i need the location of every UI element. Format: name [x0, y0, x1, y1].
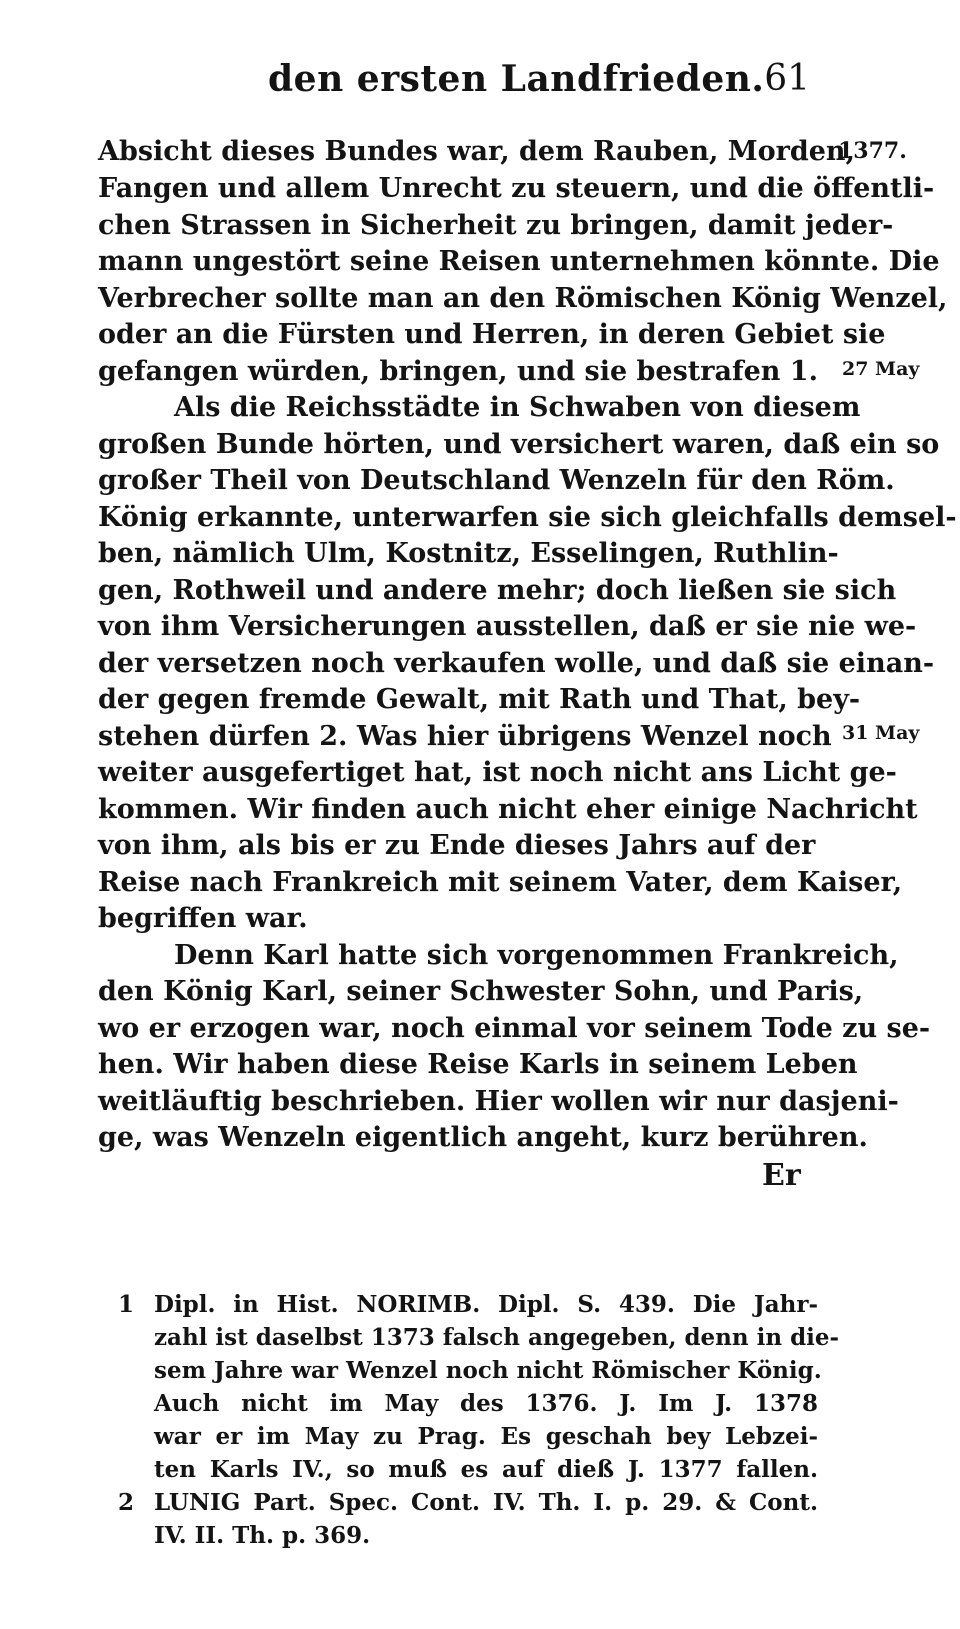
footnote-line: sem Jahre war Wenzel noch nicht Römischer König. — [154, 1357, 822, 1384]
body-line: den König Karl, seiner Schwester Sohn, und Paris, — [98, 976, 864, 1007]
body-line: Denn Karl hatte sich vorgenommen Frankreich, — [174, 940, 899, 971]
body-line: hen. Wir haben diese Reise Karls in seinem Leben — [98, 1049, 858, 1080]
footnote-line: zahl ist daselbst 1373 falsch angegeben, denn in die- — [154, 1324, 840, 1351]
footnote-line: Dipl. in Hist. NORIMB. Dipl. S. 439. Die Jahr- — [154, 1291, 818, 1318]
body-line: begriffen war. — [98, 903, 308, 934]
body-line: kommen. Wir finden auch nicht eher einige Nachricht — [98, 794, 918, 825]
body-line: Fangen und allem Unrecht zu steuern, und die öffentli- — [98, 173, 935, 204]
body-line: gen, Rothweil und andere mehr; doch ließen sie sich — [98, 575, 897, 606]
body-line: Absicht dieses Bundes war, dem Rauben, Morden, — [98, 136, 855, 167]
page-number: 61 — [764, 58, 810, 99]
footnote-line: IV. II. Th. p. 369. — [154, 1522, 371, 1549]
footnote-line: war er im May zu Prag. Es geschah bey Lebzei- — [154, 1423, 818, 1450]
body-line: ben, nämlich Ulm, Kostnitz, Esselingen, Ruthlin- — [98, 538, 839, 569]
running-title: den ersten Landfrieden. — [268, 58, 765, 100]
body-line: chen Strassen in Sicherheit zu bringen, damit jeder- — [98, 210, 894, 241]
body-line: gefangen würden, bringen, und sie bestrafen 1. — [98, 356, 818, 387]
body-line: wo er erzogen war, noch einmal vor seinem Tode zu se- — [98, 1013, 931, 1044]
catchword: Er — [762, 1158, 801, 1193]
body-line: Verbrecher sollte man an den Römischen König Wenzel, — [98, 283, 948, 314]
body-line: der gegen fremde Gewalt, mit Rath und That, bey- — [98, 684, 861, 715]
body-line: großer Theil von Deutschland Wenzeln für den Röm. — [98, 465, 895, 496]
body-line: weiter ausgefertiget hat, ist noch nicht ans Licht ge- — [98, 757, 897, 788]
footnote-number: 1 — [118, 1291, 135, 1318]
margin-note-year: 1377. — [838, 138, 907, 164]
body-line: Reise nach Frankreich mit seinem Vater, dem Kaiser, — [98, 867, 903, 898]
margin-note-date: 31 May — [842, 722, 920, 744]
running-head — [240, 58, 810, 108]
body-line: von ihm Versicherungen ausstellen, daß er sie nie we- — [98, 611, 917, 642]
body-line: großen Bunde hörten, und versichert waren, daß ein so — [98, 429, 940, 460]
body-line: weitläuftig beschrieben. Hier wollen wir nur dasjeni- — [98, 1086, 899, 1117]
footnote-line: Auch nicht im May des 1376. J. Im J. 1378 — [154, 1390, 818, 1417]
body-line: stehen dürfen 2. Was hier übrigens Wenzel noch — [98, 721, 832, 752]
footnote-number: 2 — [118, 1489, 135, 1516]
body-line: mann ungestört seine Reisen unternehmen könnte. Die — [98, 246, 940, 277]
body-line: oder an die Fürsten und Herren, in deren Gebiet sie — [98, 319, 886, 350]
body-line: der versetzen noch verkaufen wolle, und daß sie einan- — [98, 648, 935, 679]
margin-note-date: 27 May — [842, 358, 920, 380]
body-line: Als die Reichsstädte in Schwaben von diesem — [174, 392, 861, 423]
body-line: König erkannte, unterwarfen sie sich gleichfalls demsel- — [98, 502, 957, 533]
footnote-line: LUNIG Part. Spec. Cont. IV. Th. I. p. 29. & Cont. — [154, 1489, 818, 1516]
body-line: von ihm, als bis er zu Ende dieses Jahrs auf der — [98, 830, 816, 861]
footnote-line: ten Karls IV., so muß es auf dieß J. 1377 fallen. — [154, 1456, 818, 1483]
body-line: ge, was Wenzeln eigentlich angeht, kurz berühren. — [98, 1122, 868, 1153]
